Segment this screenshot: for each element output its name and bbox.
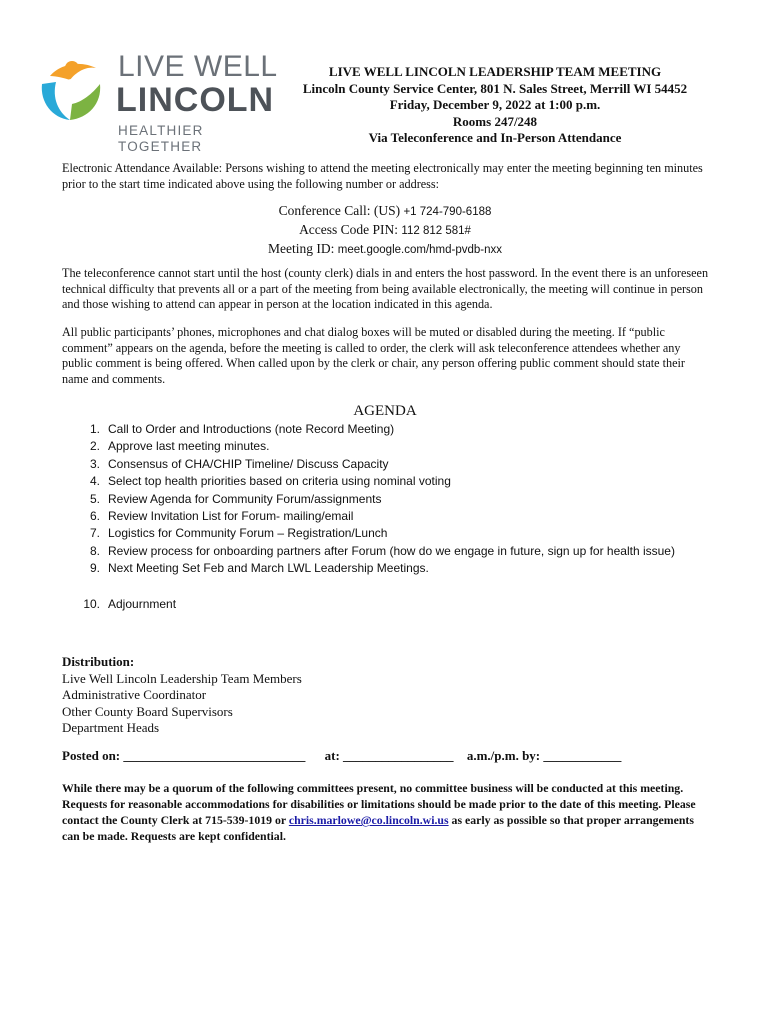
distribution-recipient: Live Well Lincoln Leadership Team Members <box>62 670 302 686</box>
distribution-recipient: Department Heads <box>62 720 160 735</box>
access-code-value: 112 812 581# <box>401 225 471 237</box>
logo-line-1: LIVE WELL <box>118 50 278 83</box>
distribution-heading: Distribution: <box>62 654 135 669</box>
distribution-recipient: Other County Board Supervisors <box>62 703 233 719</box>
logo-tagline: HEALTHIER TOGETHER <box>118 123 204 154</box>
logo-line-2: LINCOLN <box>116 81 275 119</box>
agenda-item: 9. Next Meeting Set Feb and March LWL Leadership Meetings. <box>89 561 429 576</box>
electronic-attendance-paragraph: Electronic Attendance Available: Persons wishing to attend the meeting electronically may enter the meeting beginning ten minutes prior to the start time indicated above using the following number or address: <box>62 161 703 191</box>
posted-at-field: at: _________________ <box>324 748 454 763</box>
meeting-datetime: Friday, December 9, 2022 at 1:00 p.m. <box>389 97 601 112</box>
meeting-location: Lincoln County Service Center, 801 N. Sales Street, Merrill WI 54452 <box>302 80 688 96</box>
notice-section <box>62 780 714 844</box>
meeting-header <box>280 64 710 147</box>
conference-call-line <box>220 202 550 221</box>
distribution-recipient: Administrative Coordinator <box>62 687 207 702</box>
meeting-attendance-mode: Via Teleconference and In-Person Attendance <box>368 130 622 145</box>
agenda-item: 6. Review Invitation List for Forum- mailing/email <box>89 509 354 524</box>
agenda-item: 10. Adjournment <box>83 596 177 611</box>
posted-line <box>62 748 722 764</box>
live-well-lincoln-logo <box>36 50 281 154</box>
agenda-item: 3. Consensus of CHA/CHIP Timeline/ Discuss Capacity <box>89 456 389 471</box>
public-participants-note: All public participants’ phones, microphones and chat dialog boxes will be muted or disabled during the meeting. If “public comment” appears on the agenda, before the meeting is called to order, the clerk will ask teleconference attendees whether any public comment is being offered. When called upon by the clerk or chair, any person offering public comment should state their name and comments. <box>62 325 685 386</box>
posted-on-field: Posted on: ____________________________ <box>62 748 306 763</box>
agenda-item: 2. Approve last meeting minutes. <box>89 439 270 454</box>
meeting-rooms: Rooms 247/248 <box>452 113 538 129</box>
agenda-item: 1. Call to Order and Introductions (note Record Meeting) <box>89 422 395 436</box>
agenda-item: 5. Review Agenda for Community Forum/assignments <box>89 491 382 506</box>
access-code-line <box>220 221 550 240</box>
meeting-id-label: Meeting ID: <box>267 241 338 256</box>
agenda-item: 4. Select top health priorities based on criteria using nominal voting <box>89 474 451 489</box>
logo-figure-icon <box>36 54 106 124</box>
accommodations-notice: Requests for reasonable accommodations for disabilities or limitations should be made prior to the date of this meeting. Please contact the County Clerk at 715-539-1019 or chris.marlowe@co.lincoln.wi.us as early as possible so that proper arrangements can be made. Requests are kept confidential. <box>62 797 696 843</box>
quorum-notice: While there may be a quorum of the following committees present, no committee business will be conducted at this meeting. <box>62 781 684 795</box>
clerk-email-link[interactable]: chris.marlowe@co.lincoln.wi.us <box>288 813 449 827</box>
meeting-title: LIVE WELL LINCOLN LEADERSHIP TEAM MEETING <box>328 64 662 79</box>
agenda-title: AGENDA <box>353 403 417 419</box>
meeting-id-line <box>220 240 550 259</box>
conference-call-label: Conference Call: (US) <box>278 203 404 218</box>
posted-by-field: a.m./p.m. by: ____________ <box>466 748 622 763</box>
teleconference-note: The teleconference cannot start until the host (county clerk) dials in and enters the host password. In the event there is an unforeseen technical difficulty that prevents all or a part of the meeting from being available electronically, the meeting will continue in person and those wishing to attend can appear in person at the location indicated in this agenda. <box>62 266 709 312</box>
agenda-list <box>74 421 714 613</box>
access-code-label: Access Code PIN: <box>299 222 402 237</box>
meeting-id-link[interactable]: meet.google.com/hmd-pvdb-nxx <box>337 244 503 256</box>
conference-info <box>220 202 550 259</box>
distribution-section <box>62 654 462 737</box>
conference-call-number[interactable]: +1 724-790-6188 <box>403 206 492 218</box>
agenda-item: 7. Logistics for Community Forum – Registration/Lunch <box>89 526 388 541</box>
agenda-item: 8. Review process for onboarding partners after Forum (how do we engage in future, sign up for health issue) <box>89 543 675 558</box>
